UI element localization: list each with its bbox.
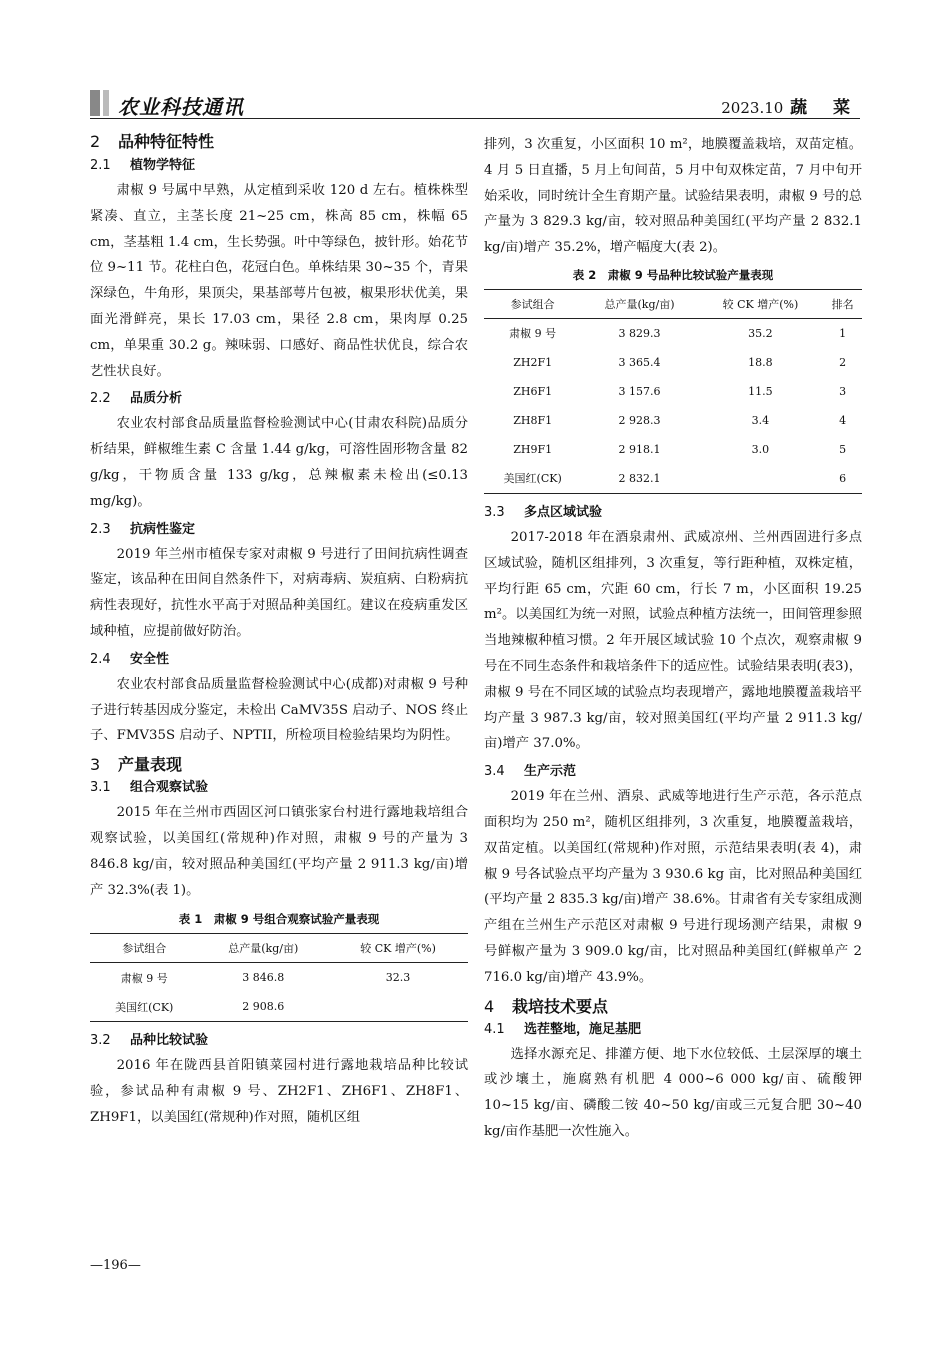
page-header [90,90,860,120]
table-header-cell: 总产量(kg/亩) [198,934,328,963]
table-cell: 2 928.3 [618,413,661,427]
subsection-heading: 4.1 选茬整地，施足基肥 [484,1021,642,1037]
table-cell: 1 [839,326,847,340]
table-cell: 3 157.6 [618,384,661,398]
table-row [90,963,468,993]
paragraph: 2019 年兰州市植保专家对肃椒 9 号进行了田间抗病性调查鉴定，该品种在田间自然条件下，对病毒病、炭疽病、白粉病抗病性表现好，抗性水平高于对照品种美国红。建议在疫病重发区域种植，应提前做好防治。 [90,546,468,639]
table-cell: 3 [839,384,847,398]
table-row [484,348,862,377]
table-cell: 6 [823,464,862,494]
paragraph: 2015 年在兰州市西固区河口镇张家台村进行露地栽培组合观察试验，以美国红(常规种)作对照，肃椒 9 号的产量为 3 846.8 kg/亩，较对照品种美国红(平均产量 2 911.3 kg/亩)增产 32.3%(表 1)。 [90,805,468,898]
header-issue-info [721,93,860,118]
table-row [484,377,862,406]
journal-logo: 农业科技通讯 [118,95,244,119]
table-cell: 18.8 [748,355,773,369]
section-heading: 3 产量表现 [90,755,183,775]
table-cell: 肃椒 9 号 [509,327,557,341]
table-cell: 2 918.1 [618,442,661,456]
table-cell: 35.2 [748,326,773,340]
table-cell: 3.0 [751,442,770,456]
table-1-caption: 表 1 肃椒 9 号组合观察试验产量表现 [178,912,380,927]
subsection-heading: 3.2 品种比较试验 [90,1033,209,1049]
table-cell: 2 832.1 [581,464,697,494]
table-cell: 3 365.4 [618,355,661,369]
table-cell: 2 [839,355,847,369]
paragraph: 2019 年在兰州、酒泉、武威等地进行生产示范，各示范点面积均为 250 m²，随机区组排列，3 次重复，地膜覆盖栽培，双苗定植。以美国红(常规种)作对照，示范结果表明(表 4)，肃椒 9 号各试验点平均产量为 3 930.6 kg 亩，比对照品种美国红(平均产量 2 835.3 kg/亩)增产 38.6%。甘肃省有关专家组成测产组在兰州生产示范区对肃椒 9 号进行现场测产结果，肃椒 9 号鲜椒产量为 3 909.0 kg/亩，比对照品种美国红(鲜椒单产 2 716.0 kg/亩)增产 43.9%。 [484,789,862,985]
table-row [90,992,468,1022]
subsection-heading: 3.1 组合观察试验 [90,780,209,796]
subsection-heading: 2.4 安全性 [90,651,170,667]
table-1 [90,933,468,1022]
table-header-cell: 总产量(kg/亩) [581,289,697,318]
section-heading: 2 品种特征特性 [90,132,215,151]
table-cell: ZH8F1 [513,413,553,427]
paragraph: 农业农村部食品质量监督检验测试中心(成都)对肃椒 9 号种子进行转基因成分鉴定，未检出 CaMV35S 启动子、NOS 终止子、FMV35S 启动子、NPTII，所检项目检验结果均为阴性。 [90,676,468,744]
table-row [484,435,862,464]
subsection-heading: 2.3 抗病性鉴定 [90,521,196,537]
table-2 [484,289,862,494]
paragraph: 肃椒 9 号属中早熟，从定植到采收 120 d 左右。植株株型紧凑、直立，主茎长度 21~25 cm，株高 85 cm，株幅 65 cm，茎基粗 1.4 cm，生长势强。叶中等绿色，披针形。始花节位 9~11 节。花柱白色，花冠白色。单株结果 30~35 个，青果深绿色，牛角形，果顶尖，果基部萼片包被，椒果形状优美，果面光滑鲜亮，果长 17.03 cm，果径 2.8 cm，果肉厚 0.25 cm，单果重 30.2 g。辣味弱、口感好、商品性状优良，综合农艺性状良好。 [90,183,468,379]
table-cell [698,464,824,494]
subsection-heading: 2.2 品质分析 [90,391,183,407]
table-cell: 3 846.8 [242,971,285,985]
header-bar-decoration [90,90,100,116]
table-cell: 肃椒 9 号 [120,971,168,985]
table-2-caption: 表 2 肃椒 9 号品种比较试验产量表现 [572,267,774,282]
table-cell: ZH6F1 [513,384,553,398]
table-cell: ZH9F1 [513,442,553,456]
page-number: —196— [90,1258,141,1273]
table-cell [328,992,468,1022]
paragraph-continued: 排列，3 次重复，小区面积 10 m²，地膜覆盖栽培，双苗定植。4 月 5 日直播，5 月上旬间苗，5 月中旬双株定苗，7 月中旬开始采收，同时统计全生育期产量。试验结果表明，肃椒 9 号的总产量为 3 829.3 kg/亩，较对照品种美国红(平均产量 2 832.1 kg/亩)增产 35.2%，增产幅度大(表 2)。 [484,137,862,256]
table-cell: 美国红(CK) [90,992,198,1022]
table-row [484,406,862,435]
header-bar-decoration-light [103,90,109,116]
table-cell: 美国红(CK) [484,464,581,494]
header-rule [90,118,860,119]
paragraph: 农业农村部食品质量监督检验测试中心(甘肃农科院)品质分析结果，鲜椒维生素 C 含量 1.44 g/kg，可溶性固形物含量 82 g/kg，干物质含量 133 g/kg，总辣椒素未检出(≤0.13 mg/kg)。 [90,416,468,509]
left-column [90,132,468,1131]
issue-number: 2023.10 [721,99,784,117]
table-header-cell: 参试组合 [90,934,198,963]
table-row [484,318,862,348]
table-cell: 3.4 [751,413,770,427]
table-cell: 32.3 [385,971,411,985]
table-cell: 4 [839,413,847,427]
subsection-heading: 3.3 多点区域试验 [484,504,603,520]
table-cell: 3 829.3 [618,326,661,340]
paragraph: 选择水源充足、排灌方便、地下水位较低、土层深厚的壤土或沙壤土，施腐熟有机肥 4 000~6 000 kg/亩、硫酸钾 10~15 kg/亩、磷酸二铵 40~50 kg/亩或三元复合肥 30~40 kg/亩作基肥一次性施入。 [484,1046,862,1139]
right-column [484,132,862,1145]
subsection-heading: 3.4 生产示范 [484,764,577,780]
table-cell: 11.5 [748,384,773,398]
table-header-cell: 参试组合 [484,289,581,318]
paragraph: 2017-2018 年在酒泉肃州、武威凉州、兰州西固进行多点区域试验，随机区组排列，3 次重复，等行距种植，双株定植，平均行距 65 cm，穴距 60 cm，行长 7 m，小区面积 19.25 m²。以美国红为统一对照，试验点种植方法统一，田间管理参照当地辣椒种植习惯。2 年开展区域试验 10 个点次，观察肃椒 9 号在不同生态条件和栽培条件下的适应性。试验结果表明(表3)，肃椒 9 号在不同区域的试验点均表现增产，露地地膜覆盖栽培平均产量 3 987.3 kg/亩，较对照美国红(平均产量 2 911.3 kg/亩)增产 37.0%。 [484,529,862,752]
paragraph: 2016 年在陇西县首阳镇菜园村进行露地栽培品种比较试验，参试品种有肃椒 9 号、ZH2F1、ZH6F1、ZH8F1、ZH9F1，以美国红(常规种)作对照，随机区组 [90,1058,468,1125]
table-cell: 5 [839,442,847,456]
subsection-heading: 2.1 植物学特征 [90,158,196,173]
table-header-cell: 较 CK 增产(%) [698,289,824,318]
column-name: 蔬 菜 [790,98,860,118]
table-header-cell: 较 CK 增产(%) [328,934,468,963]
table-cell: ZH2F1 [513,355,553,369]
table-header-cell: 排名 [823,289,862,318]
section-heading: 4 栽培技术要点 [484,996,609,1016]
table-cell: 2 908.6 [198,992,328,1022]
table-row [484,464,862,494]
